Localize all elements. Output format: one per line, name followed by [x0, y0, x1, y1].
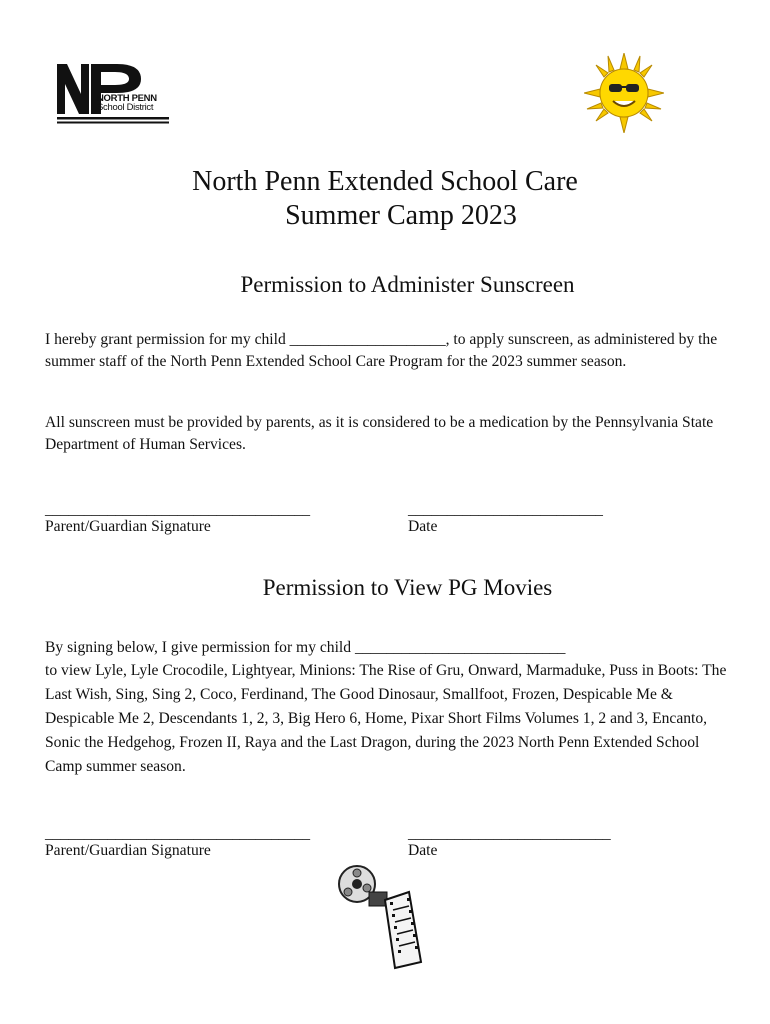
logo-text — [97, 94, 157, 112]
sun-icon — [584, 53, 664, 133]
film-reel-icon — [335, 862, 427, 970]
sunscreen-paragraph-2: All sunscreen must be provided by parents, as it is considered to be a medication by the Pennsylvania State Department of Human Services. — [45, 414, 714, 453]
sunscreen-heading: Permission to Administer Sunscreen — [240, 272, 575, 297]
sunscreen-date-line[interactable]: _________________________ — [408, 501, 603, 518]
movies-date-line[interactable]: __________________________ — [408, 825, 611, 842]
sunscreen-signature-line[interactable]: __________________________________ — [45, 501, 311, 518]
north-penn-logo — [57, 62, 169, 124]
movies-paragraph-2: to view Lyle, Lyle Crocodile, Lightyear, Minions: The Rise of Gru, Onward, Marmaduke, Puss in Boots: The Last Wish, Sing, Sing 2, Coco, Ferdinand, The Good Dinosaur, Smallfoot, Frozen, Despicable Me & Despicable Me 2, Descendants 1, 2, 3, Big Hero 6, Home, Pixar Short Films Volumes 1, 2 and 3, Encanto, Sonic the Hedgehog, Frozen II, Raya and the Last Dragon, during the 2023 North Penn Extended School Camp summer season. — [45, 662, 727, 775]
movies-signature-label: Parent/Guardian Signature — [45, 842, 211, 859]
sunscreen-date-label: Date — [408, 518, 438, 535]
movies-signature-line[interactable]: __________________________________ — [45, 825, 311, 842]
logo-line2: School District — [97, 102, 154, 113]
logo-line1: NORTH PENN — [97, 93, 157, 104]
title-line2: Summer Camp 2023 — [285, 200, 517, 231]
page-title — [0, 165, 770, 233]
movies-date-label: Date — [408, 842, 438, 859]
sunscreen-paragraph-1: I hereby grant permission for my child ____________________, to apply sunscreen, as administered by the summer staff of the North Penn Extended School Care Program for the 2023 summer season. — [45, 331, 718, 370]
sunscreen-signature-label: Parent/Guardian Signature — [45, 518, 211, 535]
movies-paragraph-1: By signing below, I give permission for my child ___________________________ — [45, 639, 566, 656]
title-line1: North Penn Extended School Care — [192, 166, 578, 197]
movies-heading: Permission to View PG Movies — [262, 575, 553, 600]
